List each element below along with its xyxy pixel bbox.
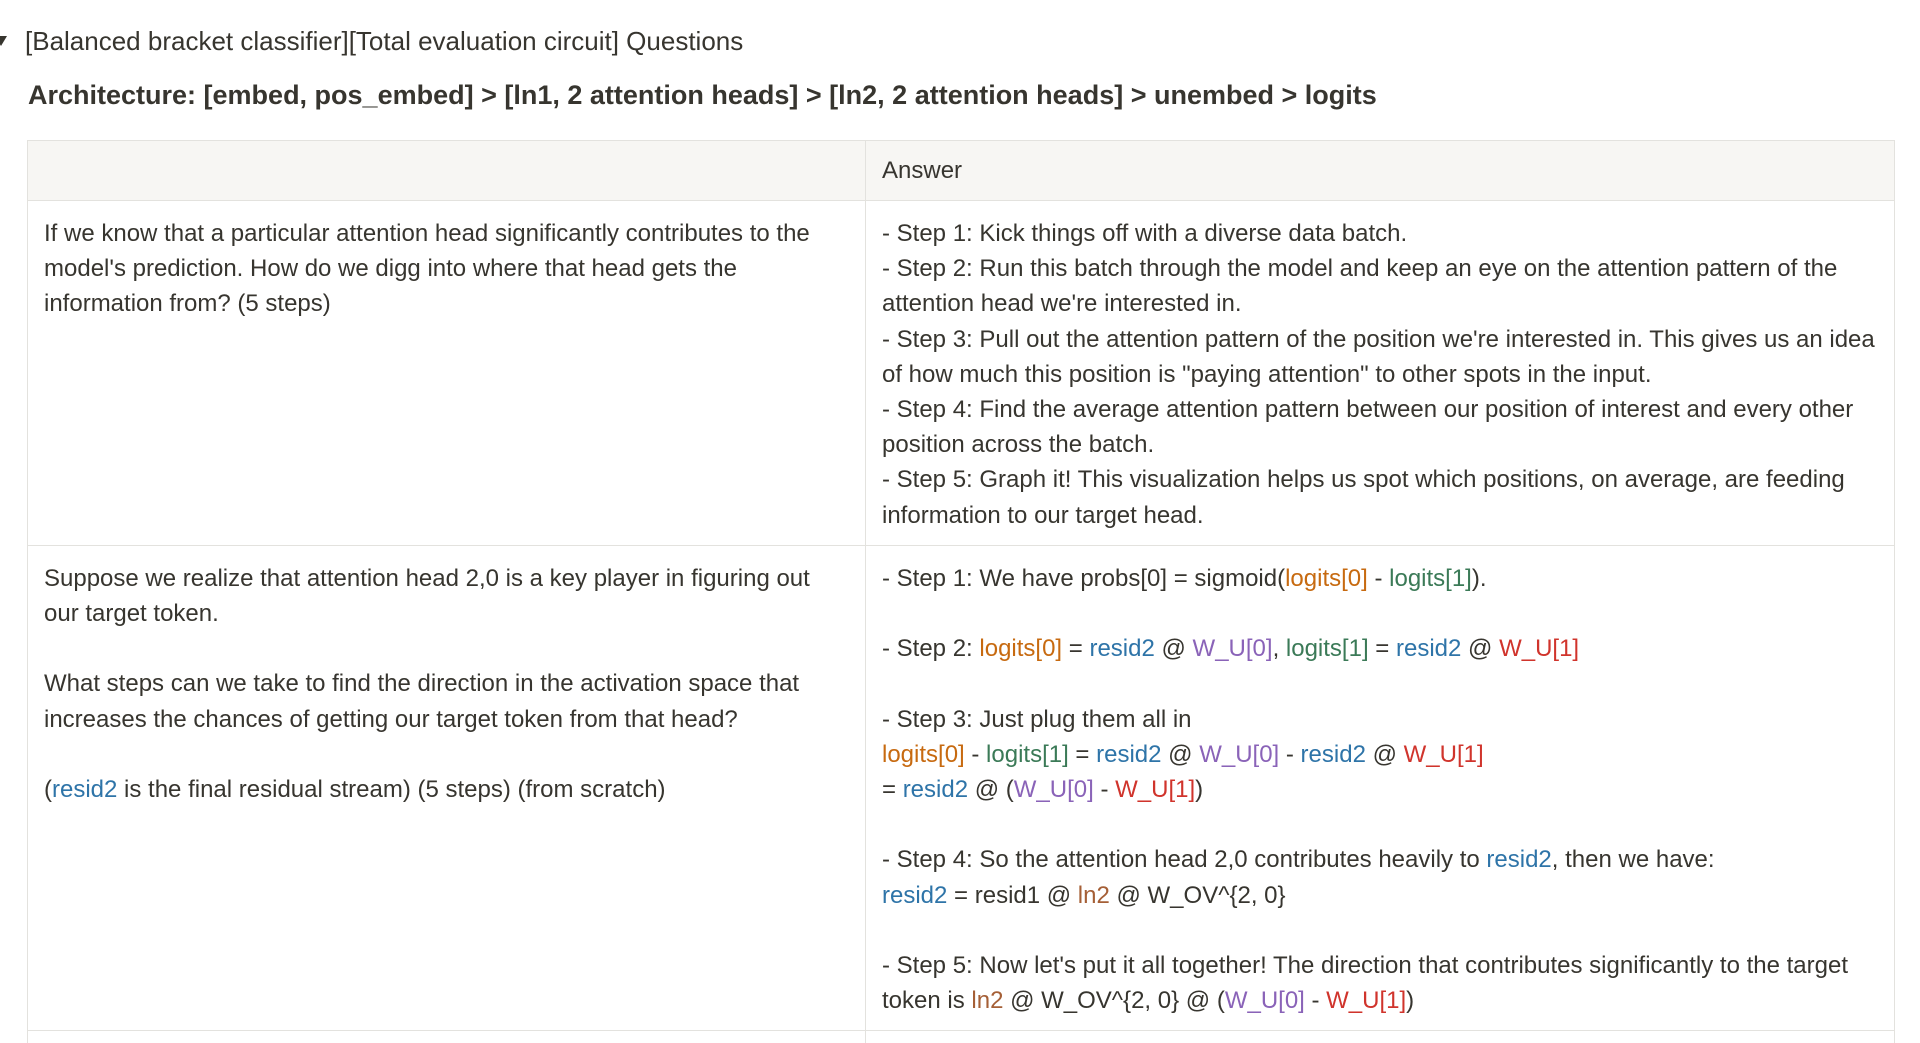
question-cell-empty[interactable] [28,1031,866,1043]
questions-table [27,140,1895,1043]
resid2-token: resid2 [52,776,118,804]
architecture-heading: Architecture: [embed, pos_embed] > [ln1, 2 attention heads] > [ln2, 2 attention heads] > unembed > logits [28,80,1377,110]
question-cell[interactable] [28,545,866,1031]
answer-step-3: - Step 3: Pull out the attention pattern of the position we're interested in. This gives us an idea of how much this position is "paying attention" to other spots in the input. [882,325,1882,388]
answer-step-5: - Step 5: Now let's put it all together! The direction that contributes significantly to the target token is ln2 @ W_OV^{2, 0} @ (W_U[0] - W_U[1]) [882,952,1855,1015]
resid2-token: resid2 [1395,635,1462,663]
logits1-token: logits[1] [1389,564,1472,592]
header-cell-answer[interactable]: Answer [866,141,1895,201]
answer-step-3-equation-1: logits[0] - logits[1] = resid2 @ W_U[0] - resid2 @ W_U[1] [882,740,1484,768]
toggle-title: [Balanced bracket classifier][Total evaluation circuit] Questions [25,25,744,56]
logits0-token: logits[0] [1285,564,1368,592]
logits1-token: logits[1] [1285,635,1369,663]
logits0-token: logits[0] [979,635,1063,663]
toggle-triangle-icon[interactable] [0,36,7,46]
questions-toggle[interactable] [0,24,743,58]
header-cell-question[interactable] [28,141,866,201]
answer-step-3-equation-2: = resid2 @ (W_U[0] - W_U[1]) [882,776,1204,804]
answer-step-2: - Step 2: logits[0] = resid2 @ W_U[0], logits[1] = resid2 @ W_U[1] [882,635,1580,663]
table-row [28,201,1895,546]
answer-step-4-equation: resid2 = resid1 @ ln2 @ W_OV^{2, 0} [882,881,1286,909]
answer-step-4: - Step 4: Find the average attention pattern between our position of interest and every other position across the batch. [882,396,1860,459]
question-paragraph-2: What steps can we take to find the direction in the activation space that increases the chances of getting our target token from that head? [44,670,806,733]
w-u0-token: W_U[0] [1192,635,1273,663]
w-u1-token: W_U[1] [1499,635,1580,663]
table-header-row [28,141,1895,201]
answer-step-1: - Step 1: Kick things off with a diverse data batch. [882,220,1408,247]
answer-step-4: - Step 4: So the attention head 2,0 contributes heavily to resid2, then we have: [882,846,1715,874]
resid2-token: resid2 [1089,635,1155,663]
question-cell[interactable] [28,201,866,546]
ln2-token: ln2 [1077,881,1110,909]
answer-cell-empty[interactable] [866,1031,1895,1043]
answer-step-2: - Step 2: Run this batch through the model and keep an eye on the attention pattern of the attention head we're interested in. [882,255,1844,318]
table-row [28,545,1895,1031]
question-paragraph-3: (resid2 is the final residual stream) (5 steps) (from scratch) [44,776,666,804]
answer-step-5: - Step 5: Graph it! This visualization helps us spot which positions, on average, are feeding information to our target head. [882,466,1852,529]
answer-step-1: - Step 1: We have probs[0] = sigmoid(logits[0] - logits[1]). [882,564,1487,592]
question-text: If we know that a particular attention head significantly contributes to the model's prediction. How do we digg into where that head gets the information from? (5 steps) [44,220,810,318]
answer-cell[interactable] [866,545,1895,1031]
table-row [28,1031,1895,1043]
question-paragraph-1: Suppose we realize that attention head 2,0 is a key player in figuring out our target token. [44,564,817,628]
answer-step-3-title: - Step 3: Just plug them all in [882,705,1192,733]
answer-cell[interactable] [866,201,1895,546]
